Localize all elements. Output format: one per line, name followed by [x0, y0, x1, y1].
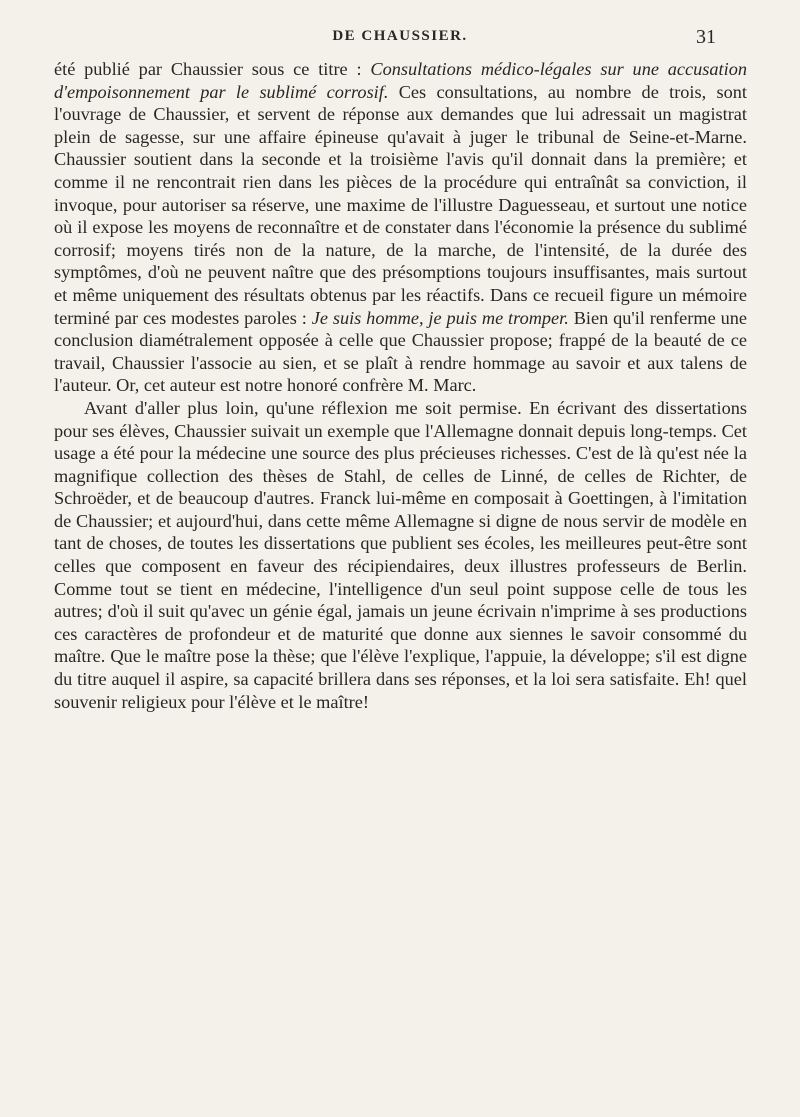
paragraph-2: Avant d'aller plus loin, qu'une réflexion me soit permise. En écrivant des dissertations pour ses élèves, Chaussier suivait un exemple que l'Allemagne donnait depuis long-temps. Cet usage a été pour la médecine une source des plus précieuses richesses. C'est de là qu'est née la magnifique collection des thèses de Stahl, de celles de Linné, de celles de Richter, de Schroëder, et de beaucoup d'autres. Franck lui-même en composait à Goettingen, à l'imitation de Chaussier; et aujourd'hui, dans cette même Allemagne si digne de nous servir de modèle en tant de choses, de toutes les dissertations que publient ses écoles, les meilleures peut-être sont celles que composent en faveur des récipiendaires, deux illustres professeurs de Berlin. Comme tout se tient en médecine, l'intelligence d'un seul point suppose celle de tous les autres; d'où il suit qu'avec un génie égal, jamais un jeune écrivain n'imprime à ses productions ces caractères de profondeur et de maturité que donne aux siennes le savoir consommé du maître. Que le maître pose la thèse; que l'élève l'explique, l'appuie, la développe; s'il est digne du titre auquel il aspire, sa capacité brillera dans ses réponses, et la loi sera satisfaite. Eh! quel souvenir religieux pour l'élève et le maître! [54, 397, 747, 712]
quoted-words: Je suis homme, je puis me tromper. [311, 307, 569, 328]
paragraph-1-text-b: Ces consultations, au nombre de trois, sont l'ouvrage de Chaussier, et servent de réponse aux demandes que lui adressait un magistrat plein de sagesse, sur une affaire épineuse qu'avait à juger le tribunal de Seine-et-Marne. Chaussier soutient dans la seconde et la troisième l'avis qu'il donnait dans la première; et comme il ne rencontrait rien dans les pièces de la procédure qui entraînât sa conviction, il invoque, pour autoriser sa réserve, une maxime de l'illustre Daguesseau, et surtout une notice où il expose les moyens de reconnaître et de constater dans l'économie la présence du sublimé corrosif; moyens tirés non de la nature, de la marche, de l'intensité, de la durée des symptômes, d'où ne peuvent naître que des présomptions toujours insuffisantes, mais surtout et même uniquement des résultats obtenus par les réactifs. Dans ce recueil figure un mémoire terminé par ces modestes paroles : [54, 81, 747, 328]
work-title: Consultations médico-légales sur une accusation d'empoisonnement par le sublimé corrosif. [54, 59, 747, 102]
body-text [54, 58, 747, 713]
paragraph-1-text-c: Bien qu'il renferme une conclusion diamétralement opposée à celle que Chaussier propose; frappé de la beauté de ce travail, Chaussier l'associe au sien, et se plaît à rendre hommage au savoir et aux talens de l'auteur. Or, cet auteur est notre honoré confrère M. Marc. [54, 307, 747, 396]
running-title: DE CHAUSSIER. [332, 28, 468, 44]
paragraph-1-text-a: été publié par Chaussier sous ce titre : [54, 59, 371, 79]
page-number: 31 [696, 26, 716, 48]
paragraph-1 [54, 58, 747, 397]
